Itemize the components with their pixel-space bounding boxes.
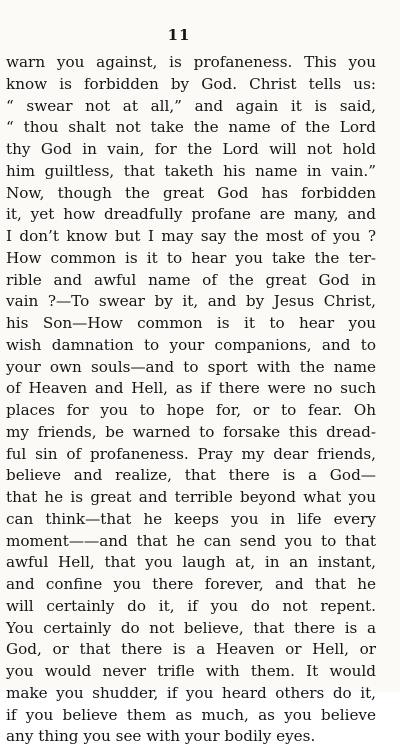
text-line: know is forbidden by God. Christ tells us: xyxy=(6,74,376,93)
text-line: will certainly do it, if you do not repent. xyxy=(6,596,376,615)
text-line: thy God in vain, for the Lord will not hold xyxy=(6,140,376,158)
text-line: wish damnation to your companions, and to xyxy=(6,335,376,354)
text-line: You certainly do not believe, that there is a xyxy=(6,618,376,637)
text-line: awful Hell, that you laugh at, in an instant, xyxy=(6,553,376,572)
text-line: can think—that he keeps you in life every xyxy=(6,509,376,528)
text-line: believe and realize, that there is a God— xyxy=(6,466,376,485)
text-line: rible and awful name of the great God in xyxy=(6,270,376,289)
text-line: ful sin of profaneness. Pray my dear friends, xyxy=(6,444,376,463)
text-line: my friends, be warned to forsake this dread- xyxy=(6,422,376,441)
text-line: “ swear not at all,” and again it is said, xyxy=(6,96,376,115)
text-line: if you believe them as much, as you believe xyxy=(6,705,376,724)
body-text xyxy=(6,52,376,748)
text-line: places for you to hope for, or to fear. Oh xyxy=(6,401,376,419)
text-line: you would never trifle with them. It would xyxy=(6,662,376,680)
text-line: any thing you see with your bodily eyes. xyxy=(6,727,316,746)
text-line: How common is it to hear you take the ter- xyxy=(6,248,376,267)
text-line: that he is great and terrible beyond what you xyxy=(6,488,376,506)
text-line: and confine you there forever, and that he xyxy=(6,575,376,593)
text-line: “ thou shalt not take the name of the Lord xyxy=(6,118,376,137)
text-line: warn you against, is profaneness. This you xyxy=(6,53,376,71)
text-line: his Son—How common is it to hear you xyxy=(6,314,376,332)
page-number: 11 xyxy=(167,26,191,44)
text-line: vain ?—To swear by it, and by Jesus Christ, xyxy=(6,292,376,311)
text-line: I don’t know but I may say the most of you ? xyxy=(6,227,376,245)
text-line: Now, though the great God has forbidden xyxy=(6,183,376,202)
text-line: make you shudder, if you heard others do it, xyxy=(6,683,376,702)
text-line: of Heaven and Hell, as if there were no such xyxy=(6,379,376,398)
text-line: God, or that there is a Heaven or Hell, or xyxy=(6,640,376,659)
text-line: him guiltless, that taketh his name in vain.” xyxy=(6,161,376,180)
text-line: your own souls—and to sport with the name xyxy=(6,357,376,376)
text-line: moment——and that he can send you to that xyxy=(6,531,376,550)
text-line: it, yet how dreadfully profane are many, and xyxy=(6,205,376,224)
